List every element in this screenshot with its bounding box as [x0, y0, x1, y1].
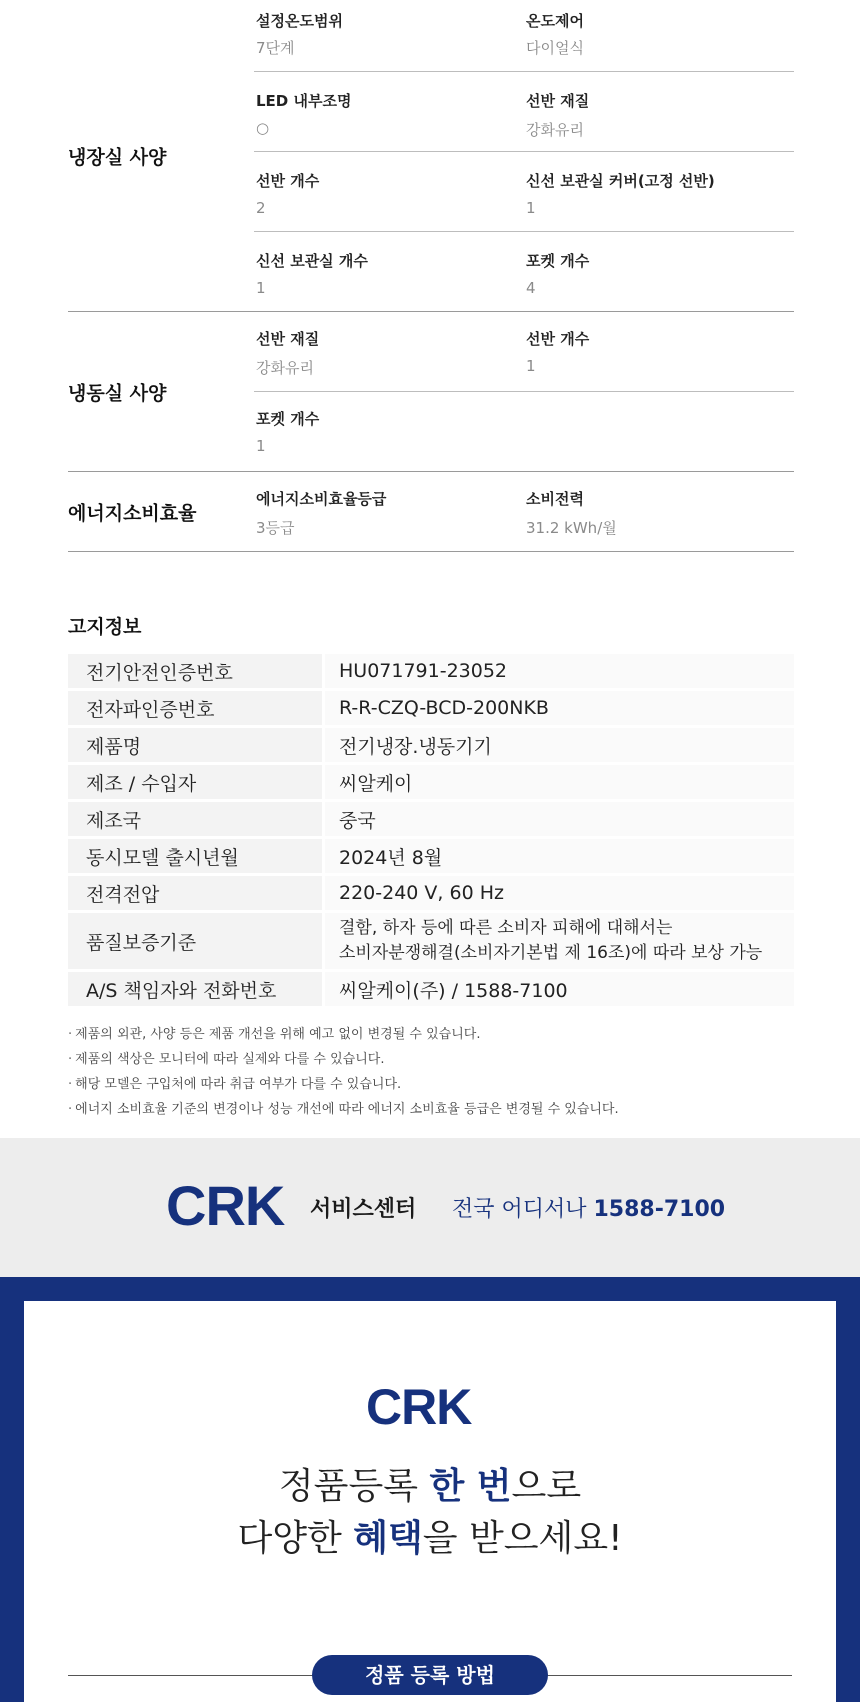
notice-key: 동시모델 출시년월: [68, 839, 322, 873]
footnote: · 에너지 소비효율 기준의 변경이나 성능 개선에 따라 에너지 소비효율 등급은 변경될 수 있습니다.: [68, 1097, 808, 1122]
spec-cell: [524, 0, 794, 71]
spec-row: [254, 232, 794, 311]
headline-highlight: 한 번: [429, 1466, 512, 1507]
headline-text: 다양한: [237, 1518, 354, 1559]
spec-value: 강화유리: [526, 121, 584, 139]
notice-key: 전격전압: [68, 876, 322, 910]
headline-text: 을 받으세요!: [422, 1518, 623, 1559]
service-phone: [452, 1192, 725, 1223]
spec-label: 선반 재질: [526, 92, 590, 110]
table-row: [68, 765, 794, 799]
notice-value: [325, 654, 794, 688]
spec-label: 선반 개수: [256, 172, 320, 190]
spec-row: [254, 152, 794, 232]
energy-spec-rows: [254, 472, 794, 551]
notice-value: [325, 728, 794, 762]
registration-method: [68, 1655, 792, 1695]
notice-value-text: R-R-CZQ-BCD-200NKB: [339, 697, 549, 719]
notice-value-text: 결함, 하자 등에 따른 소비자 피해에 대해서는: [339, 918, 673, 938]
footnote: · 제품의 색상은 모니터에 따라 실제와 다를 수 있습니다.: [68, 1047, 808, 1072]
registration-method-pill: 정품 등록 방법: [312, 1655, 548, 1695]
notice-title: 고지정보: [68, 616, 142, 638]
spec-row: [254, 392, 794, 472]
table-row: [68, 728, 794, 762]
table-row: [68, 972, 794, 1006]
spec-value: 1: [256, 279, 266, 297]
table-row: [68, 876, 794, 910]
table-row: [68, 839, 794, 873]
spec-value: 강화유리: [256, 359, 314, 377]
spec-row: [254, 312, 794, 392]
spec-cell: [254, 0, 524, 71]
table-row: [68, 654, 794, 688]
notice-value: [325, 839, 794, 873]
registration-card: [24, 1301, 836, 1702]
spec-sections: [68, 0, 794, 552]
spec-value: 3등급: [256, 519, 295, 537]
headline-line-1: [24, 1461, 836, 1513]
notice-value-text: 220-240 V, 60 Hz: [339, 882, 504, 904]
notice-key: 전자파인증번호: [68, 691, 322, 725]
footnote: · 해당 모델은 구입처에 따라 취급 여부가 다를 수 있습니다.: [68, 1072, 808, 1097]
headline-text: 정품등록: [278, 1466, 430, 1507]
spec-label: 온도제어: [526, 12, 584, 30]
notice-value-text: 소비자분쟁해결(소비자기본법 제 16조)에 따라 보상 가능: [339, 943, 763, 963]
footnote: · 제품의 외관, 사양 등은 제품 개선을 위해 예고 없이 변경될 수 있습니다.: [68, 1022, 808, 1047]
notice-key: A/S 책임자와 전화번호: [68, 972, 322, 1006]
spec-value: 2: [256, 199, 266, 217]
spec-label: 신선 보관실 개수: [256, 252, 368, 270]
headline-line-2: [24, 1513, 836, 1565]
table-row: [68, 691, 794, 725]
notice-value-text: 2024년 8월: [339, 846, 443, 869]
freezer-spec-rows: [254, 312, 794, 472]
spec-label: 소비전력: [526, 490, 584, 508]
crk-logo: CRK: [166, 1174, 285, 1237]
notice-value: [325, 972, 794, 1006]
notice-value: [325, 765, 794, 799]
notice-value-text: 중국: [339, 809, 376, 832]
notice-value: [325, 913, 794, 969]
service-phone-number: 1588-7100: [593, 1197, 726, 1222]
table-row: [68, 802, 794, 836]
headline-highlight: 혜택: [353, 1518, 423, 1559]
spec-row: [254, 472, 794, 551]
spec-value: 다이얼식: [526, 39, 584, 57]
notice-value-text: 전기냉장.냉동기기: [339, 735, 492, 758]
spec-cell: [524, 312, 794, 391]
spec-cell: [254, 152, 524, 231]
notice-value-text: 씨알케이(주) / 1588-7100: [339, 979, 568, 1002]
service-center-bar: [0, 1138, 860, 1277]
notice-value: [325, 691, 794, 725]
notice-key: 제조 / 수입자: [68, 765, 322, 799]
fridge-spec-section: [68, 0, 794, 312]
spec-cell: [254, 72, 524, 151]
notice-key: 제조국: [68, 802, 322, 836]
notice-key: 품질보증기준: [68, 913, 322, 969]
spec-cell: [524, 152, 794, 231]
crk-logo: CRK: [366, 1379, 472, 1435]
spec-value: 7단계: [256, 39, 295, 57]
freezer-spec-section: [68, 312, 794, 472]
spec-cell: [524, 472, 794, 551]
spec-label: 선반 재질: [256, 330, 320, 348]
headline-text: 으로: [511, 1466, 582, 1507]
notice-value-text: 씨알케이: [339, 772, 413, 795]
notice-table: [68, 651, 794, 1009]
footnotes: [68, 1022, 808, 1122]
spec-label: LED 내부조명: [256, 92, 352, 110]
spec-label: 에너지소비효율등급: [256, 490, 387, 508]
spec-cell: [524, 232, 794, 311]
spec-value: 1: [526, 199, 536, 217]
service-phone-prefix: 전국 어디서나: [452, 1197, 594, 1222]
spec-label: 선반 개수: [526, 330, 590, 348]
notice-key: 전기안전인증번호: [68, 654, 322, 688]
freezer-spec-title: 냉동실 사양: [68, 382, 167, 404]
spec-row: [254, 0, 794, 72]
service-center-label: 서비스센터: [310, 1197, 417, 1222]
spec-cell: [254, 232, 524, 311]
spec-label: 포켓 개수: [256, 410, 320, 428]
spec-label: 포켓 개수: [526, 252, 590, 270]
spec-value: 4: [526, 279, 536, 297]
spec-row: [254, 72, 794, 152]
registration-banner: [0, 1277, 860, 1702]
spec-cell: [254, 392, 526, 472]
registration-headline: [24, 1461, 836, 1565]
fridge-spec-rows: [254, 0, 794, 311]
spec-value: 31.2 kWh/월: [526, 519, 617, 537]
fridge-spec-title: 냉장실 사양: [68, 146, 167, 168]
spec-cell: [524, 72, 794, 151]
spec-cell: [254, 312, 524, 391]
spec-cell: [254, 472, 524, 551]
table-row: [68, 913, 794, 969]
notice-value: [325, 802, 794, 836]
notice-value-text: HU071791-23052: [339, 660, 508, 682]
notice-value: [325, 876, 794, 910]
spec-label: 신선 보관실 커버(고정 선반): [526, 172, 715, 190]
energy-spec-section: [68, 472, 794, 552]
spec-value: 1: [526, 357, 536, 375]
spec-value: 1: [256, 437, 266, 455]
spec-label: 설정온도범위: [256, 12, 343, 30]
energy-spec-title: 에너지소비효율: [68, 502, 197, 524]
spec-value: ○: [256, 119, 270, 137]
notice-key: 제품명: [68, 728, 322, 762]
